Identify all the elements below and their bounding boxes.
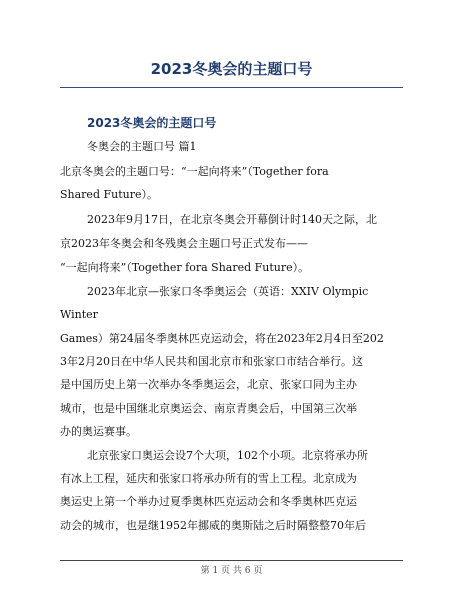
body-line: Winter	[60, 308, 98, 321]
section-heading: 2023冬奥会的主题口号	[87, 116, 217, 130]
body-line: 冬奥会的主题口号 篇1	[87, 140, 197, 153]
body-line: 京2023年冬奥会和冬残奥会主题口号正式发布——	[60, 237, 308, 250]
body-line: 办的奥运赛事。	[60, 425, 137, 438]
footer-divider	[60, 560, 403, 561]
body-line: Games）第24届冬季奥林匹克运动会，将在2023年2月4日至202	[60, 332, 384, 345]
body-line: 2023年9月17日，在北京冬奥会开幕倒计时140天之际，北	[87, 213, 377, 226]
body-line: 是中国历史上第一次举办冬季奥运会，北京、张家口同为主办	[60, 378, 357, 391]
body-line: 3年2月20日在中华人民共和国北京市和张家口市结合举行。这	[60, 355, 363, 368]
body-line: 北京冬奥会的主题口号：“一起向将来”（Together fora	[60, 165, 329, 178]
body-line: 动会的城市，也是继1952年挪威的奥斯陆之后时隔整整70年后	[60, 519, 366, 532]
body-line: 奥运史上第一个举办过夏季奥林匹克运动会和冬季奥林匹克运	[60, 495, 357, 508]
body-line: “一起向将来”（Together fora Shared Future）。	[60, 261, 310, 274]
document-title: 2023冬奥会的主题口号	[150, 60, 313, 78]
body-line: 2023年北京—张家口冬季奥运会（英语：XXIV Olympic	[87, 285, 369, 298]
body-line: 城市，也是中国继北京奥运会、南京青奥会后，中国第三次举	[60, 402, 357, 415]
body-line: 有冰上工程，延庆和张家口将承办所有的雪上工程。北京成为	[60, 472, 357, 485]
body-line: 北京张家口奥运会设7个大项，102个小项。北京将承办所	[87, 449, 368, 462]
page-number: 第 1 页 共 6 页	[200, 566, 263, 576]
body-line: Shared Future）。	[60, 188, 158, 201]
title-divider	[60, 87, 403, 88]
